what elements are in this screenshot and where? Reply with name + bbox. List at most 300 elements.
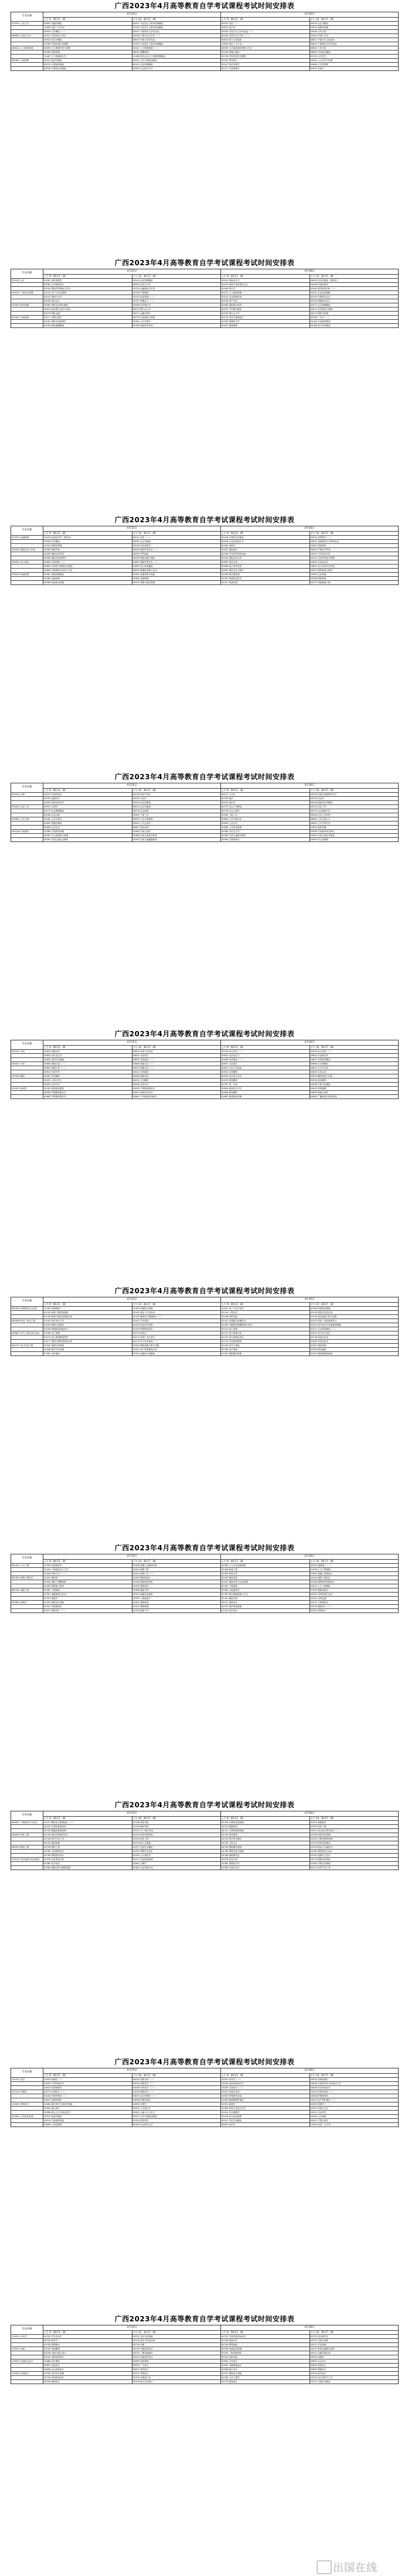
course-cell: 04762 网络设备与配置 [221,1850,310,1854]
course-cell: 02452 土木工程概论 [310,1584,399,1588]
major-name-cell: 081001 土木工程 [11,1564,43,1568]
course-cell: 00899 数据库原理与应用 [132,569,221,573]
session-header-row [11,1046,399,1050]
table-row [11,1083,399,1087]
course-cell: 00387 幼儿园组织与管理 [43,834,132,838]
course-cell: 04755 软件质量保证 [310,1841,399,1845]
course-cell: 09237 影视动画剧本创作 [310,2347,399,2351]
session-header: 上午 9：00-11：30 [43,789,132,793]
course-cell: 05679 宪法学 [221,2123,310,2127]
table-row [11,1841,399,1845]
table-row [11,38,399,42]
major-name-cell: 130502 视觉传达设计 [11,2359,43,2364]
course-cell: 03010 妇产科护理学（二） [310,2098,399,2102]
major-name-cell [11,826,43,830]
course-cell: 02386 信息经济学 [221,1866,310,1870]
course-cell: 02407 建筑构造 [132,1601,221,1605]
course-cell: 09245 动画史 [310,2355,399,2359]
table-row [11,830,399,834]
session-header: 下午 14：30-17：00 [132,1303,221,1307]
course-cell: 09244 定格动画 [221,2355,310,2359]
course-cell: 00054 管理学原理 [43,544,132,548]
watermark-logo-icon [317,2560,332,2574]
major-name-cell: 120401 公共事业管理 [11,2115,43,2119]
session-header: 上午 9：00-11：30 [221,532,310,536]
course-cell: 02197 概率论与数理统计（二） [43,1821,132,1825]
course-cell: 00097 第二外语 [221,1083,310,1087]
course-cell: 00315 当代中国政治制度 [132,2115,221,2119]
schedule-page [11,1029,399,1267]
major-name-cell: 130201 音乐学 [11,2335,43,2339]
course-cell: 11467 人力资源统计学 [43,55,132,59]
course-cell: 02443 建筑设备 [221,1576,310,1580]
course-cell: 00608 日本国概况 [310,1062,399,1066]
major-name-cell [11,581,43,585]
page-title: 广西2023年4月高等教育自学考试课程考试时间安排表 [114,1287,295,1295]
course-cell: 02402 变形监测 [310,1597,399,1601]
course-cell: 02353 通信网理论基础 [310,1352,399,1356]
major-name-cell [11,564,43,569]
course-cell: 02189 机械制造基础 [310,1307,399,1311]
table-row [11,1850,399,1854]
course-cell: 00529 文学概论（一） [43,30,132,34]
major-column-header: 专业名称 [11,1811,43,1821]
course-cell: 09240 二维动画制作 [221,2351,310,2355]
session-header: 上午 9：00-11：30 [221,1046,310,1050]
course-cell: 03032 药事管理学 [310,2078,399,2082]
major-name-cell [11,1058,43,1062]
table-row [11,2343,399,2347]
course-cell: 00692 包装设计 [43,2364,132,2368]
course-cell: 05368 国际物流 [310,577,399,581]
course-cell: 02197 概率论与数理统计（二） [132,1315,221,1319]
course-cell: 00242 民法学 [310,797,399,801]
session-header: 下午 14：30-17：00 [132,18,221,22]
course-cell: 02399 工程测量学 [132,1597,221,1601]
course-cell: 02207 电气传动与可编程控制器 [310,1323,399,1327]
major-name-cell [11,809,43,813]
major-name-cell: 080901 计算机科学与技术 [11,1821,43,1825]
course-cell: 04749 需求工程 [132,1837,221,1841]
course-cell: 02451 工程测量 [221,1584,310,1588]
major-name-cell [11,822,43,826]
table-row [11,303,399,307]
major-name-cell [11,1572,43,1576]
course-cell: 03034 药物化学（二） [132,2082,221,2086]
course-cell: 04751 计算机网络管理 [310,1837,399,1841]
course-cell: 06092 工作分析 [310,46,399,50]
course-cell: 00088 基础英语 [132,1074,221,1079]
course-cell: 02274 发电厂电气部分 [132,1336,221,1340]
major-name-cell [11,2343,43,2347]
session-header: 下午 14：30-17：00 [132,789,221,793]
table-row [11,801,399,805]
course-cell: 02201 汽车构造 [132,1319,221,1323]
course-cell: 02349 移动通信 [310,1348,399,1352]
course-cell: 00277 行政管理学 [221,67,310,71]
day-header: 4月16日 [221,12,399,18]
course-cell: 00649 组织传播 [310,826,399,830]
major-name-cell: 060101 人力资源管理 [11,46,43,50]
major-name-cell [11,50,43,55]
course-cell: 00315 当代中国政治制度 [132,59,221,63]
course-cell: 00704 室内陈设设计 [43,2376,132,2380]
course-cell: 02331 数据结构 [221,1825,310,1829]
major-name-cell [11,1348,43,1352]
course-cell: 00738 视唱练耳 [43,2343,132,2347]
course-cell: 00093 科技翻译 [221,1079,310,1083]
course-cell: 00892 商务交流（二） [221,560,310,564]
course-cell: 04743 面向对象程序设计 [43,1833,132,1837]
course-cell: 02198 线性代数 [132,1821,221,1825]
course-cell: 04763 网络规划与设计 [310,1850,399,1854]
course-cell: 02439 结构力学 [221,1572,310,1576]
course-cell: 02440 混凝土结构设计 [310,1572,399,1576]
major-name-cell: 070201 文化产业 [11,22,43,26]
course-cell: 00245 刑法学 [221,801,310,805]
course-cell: 00533 中国古代文学作品选（二） [221,30,310,34]
course-cell: 00099 国际运输与保险 [132,556,221,560]
table-row [11,2082,399,2086]
major-name-cell: 050401 市场营销 [11,316,43,320]
major-column-header: 专业名称 [11,12,43,22]
day-header: 4月16日 [221,526,399,532]
course-cell: 02347 单片机原理及应用 [132,1348,221,1352]
course-cell: 00654 新闻采访写作 [221,1087,310,1091]
course-cell: 00092 中国对外贸易 [310,548,399,552]
major-name-cell [11,1593,43,1597]
course-cell: 02208 机械制造装备设计 [43,1327,132,1331]
course-cell: 02410 结构力学（二） [132,1572,221,1576]
course-cell: 00600 高级英语 [43,1050,132,1054]
course-cell: 00100 国际经济合作 [221,556,310,560]
course-cell: 05364 企业物流 [310,573,399,577]
course-cell: 00223 中国法制史 [43,793,132,797]
course-cell: 02385 企业资源计划 [132,1866,221,1870]
course-cell: 03008 护理学研究 [132,2098,221,2102]
course-cell: 02270 电机学 [132,1331,221,1336]
session-header: 上午 9：00-11：30 [221,1303,310,1307]
table-row [11,2355,399,2359]
day-header: 4月15日 [43,269,221,275]
course-cell: 00812 中国现代文学作品选 [310,42,399,46]
course-cell: 00693 广告设计 [132,2364,221,2368]
course-cell: 02397 地图学 [43,1597,132,1601]
header-row [11,1554,399,1560]
course-cell: 05371 物流法规 [221,581,310,585]
course-cell: 02276 高电压技术 [310,1336,399,1340]
major-column-header: 专业名称 [11,1554,43,1564]
course-cell: 00150 金融理论与实务 [132,287,221,291]
course-cell: 03009 精神障碍护理学 [221,2098,310,2102]
table-row [11,283,399,287]
major-name-cell [11,1070,43,1074]
course-cell: 00066 货币银行学 [132,303,221,307]
page-title: 广西2023年4月高等教育自学考试课程考试时间安排表 [114,1030,295,1038]
course-cell: 00657 新闻评论写作 [132,1091,221,1095]
course-cell: 02391 遥感原理与应用 [43,1593,132,1597]
course-cell: 00741 声乐基础 [310,2343,399,2347]
table-row [11,1340,399,1344]
course-cell: 00278 社会心理学 [221,809,310,813]
table-row [11,1825,399,1829]
major-column-header: 专业名称 [11,1297,43,1307]
table-row [11,1074,399,1079]
major-name-cell [11,1095,43,1099]
course-cell: 00149 国际贸易理论与实务 [43,287,132,291]
session-header-row [11,789,399,793]
course-cell: 00604 英美文学选读 [132,1050,221,1054]
course-cell: 02406 桥梁工程 [221,1568,310,1572]
table-row [11,50,399,55]
course-cell: 02384 数据仓库与数据挖掘 [43,1866,132,1870]
course-cell: 00152 组织行为学 [43,295,132,299]
table-row [11,822,399,826]
course-cell: 00740 钢琴基础 [221,2343,310,2347]
major-name-cell [11,299,43,303]
table-row [11,1344,399,1348]
course-cell: 00058 市场营销学 [132,544,221,548]
session-header: 下午 14：30-17：00 [310,1560,399,1564]
course-cell: 00697 网页设计 [132,2368,221,2372]
course-cell: 05369 物流成本管理 [43,581,132,585]
course-cell: 05362 物流案例与实践 [132,573,221,577]
course-cell: 00699 插图设计 [310,2368,399,2372]
course-cell: 02206 可编程控制器原理与应用 [221,1323,310,1327]
course-cell: 00538 中国古代文学史（一） [132,34,221,38]
session-header: 上午 9：00-11：30 [43,18,132,22]
course-cell: 00612 日本文学史 [310,1066,399,1070]
table-row [11,30,399,34]
course-cell: 00181 国际市场营销学 [43,320,132,324]
table-row [11,813,399,817]
major-name-cell: 030501 物流管理 [11,573,43,577]
major-name-cell [11,801,43,805]
course-cell: 02446 建筑结构试验 [132,1580,221,1584]
course-cell: 02388 测量平差 [132,1588,221,1593]
header-row [11,12,399,18]
major-name-cell [11,577,43,581]
course-cell: 00320 领导科学 [221,59,310,63]
course-cell: 02381 运筹学 [132,1862,221,1866]
course-cell: 03036 生物药剂学与药物动力学 [310,2082,399,2086]
course-cell: 00695 招贴设计 [310,2364,399,2368]
table-row [11,1576,399,1580]
major-name-cell [11,295,43,299]
course-cell: 04735 数据库系统原理 [43,1829,132,1833]
course-cell: 00388 学前儿童语言教育 [132,834,221,838]
course-cell: 00320 领导科学 [132,2119,221,2123]
course-cell: 02417 建筑设计（二） [43,1609,132,1613]
course-cell: 03179 生物化学（三） [43,2090,132,2094]
table-row [11,2339,399,2343]
schedule-page [11,1,399,239]
course-cell: 00319 行政组织理论 [43,63,132,67]
course-cell: 03040 医用有机化学 [310,2086,399,2090]
table-row [11,307,399,312]
course-cell: 00273 社会工作概论 [221,805,310,809]
course-cell: 00736 歌曲写作 [221,2339,310,2343]
course-cell: 04759 路由与交换技术 [310,1845,399,1850]
course-cell: 02444 建筑工程经济 [310,1576,399,1580]
schedule-page [11,258,399,496]
course-cell: 00186 国际商务谈判 [132,324,221,328]
major-name-cell [11,26,43,30]
course-cell: 00655 报纸编辑 [310,1087,399,1091]
table-row [11,320,399,324]
major-name-cell [11,1079,43,1083]
course-cell: 00160 审计学 [221,287,310,291]
header-row [11,526,399,532]
course-cell: 03708 中国近现代史纲要 [221,55,310,59]
course-cell: 02187 电工与电子技术 [221,1307,310,1311]
table-row [11,1609,399,1613]
table-row [11,2094,399,2098]
day-header: 4月15日 [43,1554,221,1560]
course-cell: 00283 社会工作法规 [310,813,399,817]
major-name-cell [11,1336,43,1340]
course-cell: 02345 通信原理 [310,1344,399,1348]
course-cell: 00034 社会学概论 [310,22,399,26]
course-cell: 00689 装饰基础 [132,2359,221,2364]
major-name-cell: 082801 建筑学 [11,1601,43,1605]
course-cell: 00101 外经贸经营与管理 [310,556,399,560]
table-row [11,581,399,585]
course-cell: 00079 保险学原理 [310,312,399,316]
course-cell: 00836 英语阅读（二） [221,1058,310,1062]
course-cell: 02413 外国建筑史 [43,1605,132,1609]
course-cell: 00539 中国古代文学史（二） [221,34,310,38]
major-name-cell [11,320,43,324]
day-header: 4月16日 [221,2068,399,2074]
course-cell: 03006 护理管理学 [310,2094,399,2098]
table-row [11,1568,399,1572]
major-column-header: 专业名称 [11,1040,43,1050]
course-cell: 02415 城市规划原理 [221,1605,310,1609]
course-cell: 00226 知识产权法 [132,793,221,797]
major-name-cell [11,2351,43,2355]
table-row [11,1058,399,1062]
course-cell: 00794 综合英语（一） [221,1050,310,1054]
course-cell: 00640 公共关系礼仪 [221,817,310,822]
course-cell: 02394 房屋建筑学 [43,1564,132,1568]
course-cell: 02183 机械制图（一） [43,1307,132,1311]
course-cell: 02393 数字测图原理与方法 [221,1593,310,1597]
major-name-cell [11,1311,43,1315]
course-cell: 02403 建筑设计基础 [43,1601,132,1605]
major-name-cell [11,556,43,560]
course-cell: 00144 企业管理概论 [132,63,221,67]
course-cell: 00643 公关心理学 [132,822,221,826]
major-name-cell [11,838,43,842]
table-row [11,1095,399,1099]
course-cell: 00093 国际技术贸易 [43,552,132,556]
course-cell: 00656 外国新闻事业史 [43,1091,132,1095]
major-name-cell: 050101 会计 [11,279,43,283]
major-name-cell [11,2098,43,2102]
course-cell: 03709 马克思主义基本原理概论 [132,42,221,46]
course-cell: 02449 建筑施工组织 [43,1584,132,1588]
course-cell: 00089 英汉语言对比 [221,1074,310,1079]
table-row [11,312,399,316]
course-cell: 09238 动画分镜头设计 [43,2351,132,2355]
course-cell: 00391 学前儿童社会教育 [43,838,132,842]
course-cell: 02389 大地测量学 [221,1588,310,1593]
session-header: 上午 9：00-11：30 [43,1560,132,1564]
major-name-cell [11,67,43,71]
major-name-cell [11,1054,43,1058]
major-name-cell [11,1854,43,1858]
major-name-cell [11,1609,43,1613]
course-cell: 04767 数据中心技术 [310,1854,399,1858]
schedule-table [11,783,399,842]
course-cell: 02272 电力电子技术 [310,1331,399,1336]
course-cell: 00737 合唱与指挥 [310,2339,399,2343]
page-title: 广西2023年4月高等教育自学考试课程考试时间安排表 [114,1801,295,1809]
table-row [11,1837,399,1841]
session-header-row [11,2331,399,2335]
session-header: 下午 14：30-17：00 [310,1303,399,1307]
course-cell: 03350 社会研究方法 [132,2123,221,2127]
course-cell: 00897 电子商务安全导论 [310,564,399,569]
course-cell: 00094 外贸函电 [132,552,221,556]
course-cell: 00060 财政学 [221,544,310,548]
course-cell: 04766 物联网导论 [221,1854,310,1858]
course-cell: 02202 传感器与检测技术 [221,1319,310,1323]
table-row [11,1070,399,1074]
major-name-cell: 081002 建筑工程技术 [11,1576,43,1580]
course-cell: 00098 中国文化概论 [310,1083,399,1087]
course-cell: 00383 学前教育原理 [43,830,132,834]
major-name-cell: 050201 工商企业管理 [11,291,43,295]
course-cell: 04745 软件测试 [221,1833,310,1837]
table-row [11,560,399,564]
course-cell: 02200 现代设计方法 [43,1319,132,1323]
course-cell: 00706 人体工程学 [221,2376,310,2380]
schedule-table [11,1040,399,1099]
major-column-header: 专业名称 [11,783,43,793]
major-name-cell [11,2082,43,2086]
table-row [11,2376,399,2380]
course-cell: 00229 证据法学 [43,797,132,801]
table-row [11,299,399,303]
course-cell: 00735 曲式与作品分析 [132,2339,221,2343]
course-cell: 00389 学前儿童科学教育 [221,834,310,838]
table-row [11,1091,399,1095]
course-cell: 00144 企业管理概论 [132,279,221,283]
table-row [11,2102,399,2107]
course-cell: 00161 财务报表分析（一） [310,287,399,291]
table-row [11,564,399,569]
course-cell: 00647 商务谈判 [132,826,221,830]
page-title: 广西2023年4月高等教育自学考试课程考试时间安排表 [114,516,295,524]
course-cell: 00386 学前教育科学研究 [310,830,399,834]
watermark [317,2558,404,2574]
table-row [11,2364,399,2368]
schedule-table [11,1554,399,1613]
course-cell: 00051 管理系统中计算机应用 [310,540,399,544]
day-header: 4月15日 [43,526,221,532]
course-cell: 01848 公务员制度 [310,63,399,67]
table-row [11,1597,399,1601]
table-row [11,805,399,809]
table-row [11,536,399,540]
table-row [11,809,399,813]
table-row [11,1572,399,1576]
course-cell: 05367 物流信息技术 [221,577,310,581]
major-name-cell: 080902 软件工程 [11,1833,43,1837]
course-cell: 00095 汉语写作 [43,1083,132,1087]
